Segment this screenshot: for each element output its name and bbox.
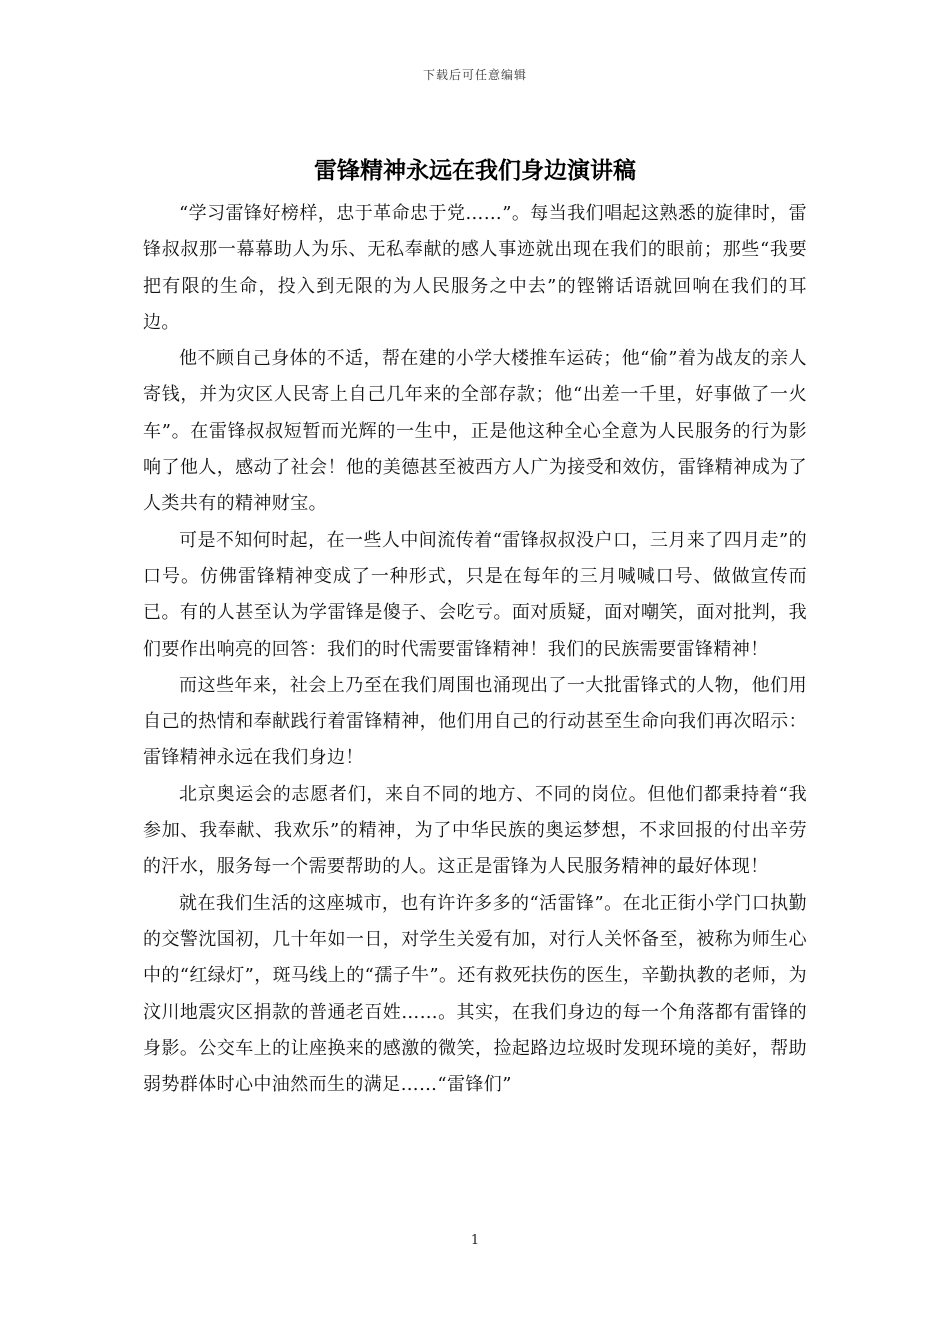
- document-body: [143, 196, 807, 1103]
- paragraph-2: 他不顾自己身体的不适，帮在建的小学大楼推车运砖；他“偷”着为战友的亲人寄钱，并为灾区人民寄上自己几年来的全部存款；他“出差一千里，好事做了一火车”。在雷锋叔叔短暂而光辉的一生中，正是他这种全心全意为人民服务的行为影响了他人，感动了社会！他的美德甚至被西方人广为接受和效仿，雷锋精神成为了人类共有的精神财宝。: [143, 348, 807, 515]
- paragraph-1: “学习雷锋好榜样，忠于革命忠于党……”。每当我们唱起这熟悉的旋律时，雷锋叔叔那一幕幕助人为乐、无私奉献的感人事迹就出现在我们的眼前；那些“我要把有限的生命，投入到无限的为人民服务之中去”的铿锵话语就回响在我们的耳边。: [143, 203, 807, 333]
- paragraph-6: 就在我们生活的这座城市，也有许许多多的“活雷锋”。在北正街小学门口执勤的交警沈国初，几十年如一日，对学生关爱有加，对行人关怀备至，被称为师生心中的“红绿灯”，斑马线上的“孺子牛”。还有救死扶伤的医生，辛勤执教的老师，为汶川地震灾区捐款的普通老百姓……。其实，在我们身边的每一个角落都有雷锋的身影。公交车上的让座换来的感激的微笑，捡起路边垃圾时发现环境的美好，帮助弱势群体时心中油然而生的满足……“雷锋们”: [143, 892, 808, 1096]
- page-header: 下载后可任意编辑: [422, 68, 527, 82]
- paragraph-5: 北京奥运会的志愿者们，来自不同的地方、不同的岗位。但他们都秉持着“我参加、我奉献、我欢乐”的精神，为了中华民族的奥运梦想，不求回报的付出辛劳的汗水，服务每一个需要帮助的人。这正是雷锋为人民服务精神的最好体现！: [143, 783, 807, 878]
- document-title: 雷锋精神永远在我们身边演讲稿: [314, 157, 636, 184]
- page-number: 1: [470, 1233, 480, 1248]
- paragraph-3: 可是不知何时起，在一些人中间流传着“雷锋叔叔没户口，三月来了四月走”的口号。仿佛雷锋精神变成了一种形式，只是在每年的三月喊喊口号、做做宣传而已。有的人甚至认为学雷锋是傻子、会吃亏。面对质疑，面对嘲笑，面对批判，我们要作出响亮的回答：我们的时代需要雷锋精神！我们的民族需要雷锋精神！: [143, 529, 807, 660]
- paragraph-4: 而这些年来，社会上乃至在我们周围也涌现出了一大批雷锋式的人物，他们用自己的热情和奉献践行着雷锋精神，他们用自己的行动甚至生命向我们再次昭示：雷锋精神永远在我们身边！: [143, 674, 807, 769]
